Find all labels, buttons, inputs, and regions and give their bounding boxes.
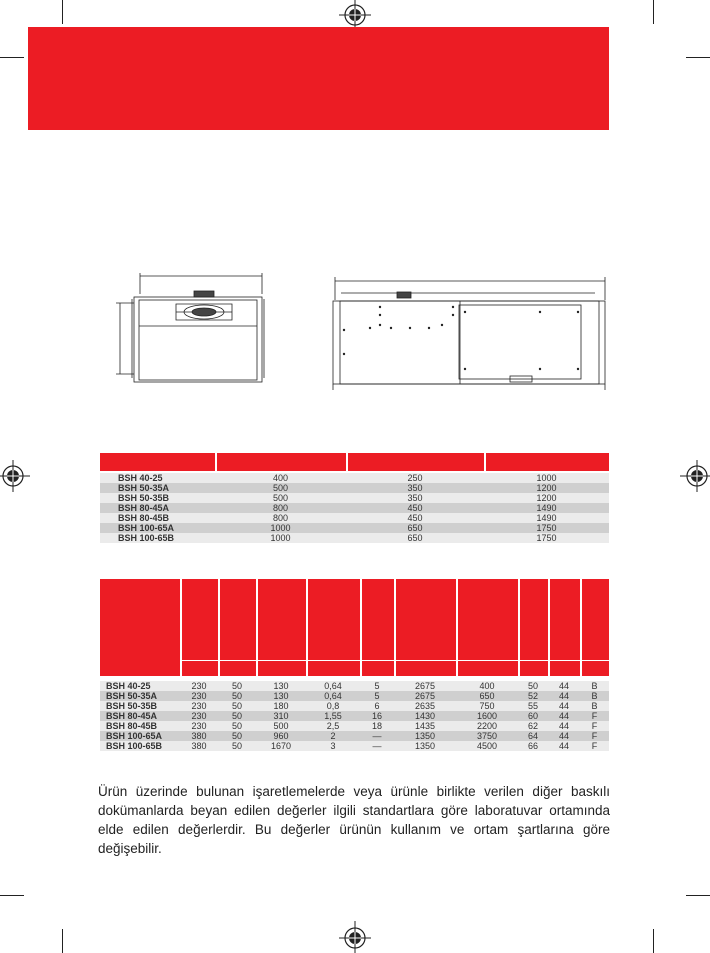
- header-divider: [218, 579, 220, 676]
- table-cell: 230: [191, 721, 207, 731]
- header-divider: [256, 579, 258, 676]
- table-cell: F: [591, 711, 598, 721]
- table-row: [100, 691, 609, 701]
- table-cell: 2,5: [326, 721, 340, 731]
- table-cell: 1000: [270, 533, 291, 543]
- table-cell: 1200: [536, 483, 557, 493]
- table-cell: 380: [191, 741, 207, 751]
- header-divider: [360, 579, 362, 676]
- model-cell: BSH 50-35A: [118, 483, 170, 493]
- model-cell: BSH 50-35B: [106, 701, 158, 711]
- header-divider: [346, 453, 348, 471]
- model-cell: BSH 80-45A: [106, 711, 158, 721]
- table-row: [100, 483, 609, 493]
- table-cell: 380: [191, 731, 207, 741]
- performance-table-header: [100, 579, 609, 676]
- crop-mark: [686, 895, 710, 896]
- table-cell: 310: [273, 711, 289, 721]
- table-cell: 450: [407, 503, 423, 513]
- disclaimer-note: Ürün üzerinde bulunan işaretlemelerde veya ürünle birlikte verilen diğer baskılı dokümanlarda beyan edilen değerler ilgili standartlara göre laboratuvar ortamında elde edilen değerlerdir. Bu değerler ürünün kullanım ve ortam şartlarına göre değişebilir.: [98, 784, 610, 856]
- table-cell: 44: [558, 741, 569, 751]
- table-row: [100, 473, 609, 483]
- crop-mark: [62, 929, 63, 953]
- table-cell: 0,64: [324, 681, 342, 691]
- header-divider: [306, 579, 308, 676]
- table-row: [100, 721, 609, 731]
- table-cell: 250: [407, 473, 423, 483]
- table-cell: 18: [371, 721, 382, 731]
- table-cell: 50: [231, 701, 242, 711]
- table-row: [100, 523, 609, 533]
- table-cell: 66: [527, 741, 538, 751]
- table-row: [100, 533, 609, 543]
- table-cell: —: [372, 741, 382, 751]
- model-cell: BSH 100-65B: [106, 741, 163, 751]
- table-cell: 1000: [270, 523, 291, 533]
- header-divider: [484, 453, 486, 471]
- table-cell: 6: [374, 701, 380, 711]
- crop-mark: [0, 895, 24, 896]
- table-cell: 44: [558, 731, 569, 741]
- header-banner: [28, 27, 609, 130]
- table-cell: 50: [231, 681, 242, 691]
- table-cell: 44: [558, 701, 569, 711]
- table-cell: 1430: [414, 711, 436, 721]
- table-cell: 1490: [536, 503, 557, 513]
- table-cell: 130: [273, 681, 289, 691]
- performance-table: [100, 681, 609, 751]
- model-cell: BSH 50-35A: [106, 691, 158, 701]
- table-cell: 230: [191, 711, 207, 721]
- table-cell: 44: [558, 691, 569, 701]
- model-cell: BSH 40-25: [118, 473, 163, 483]
- table-cell: 2200: [476, 721, 498, 731]
- table-cell: 5: [374, 691, 380, 701]
- registration-mark-icon: [680, 456, 710, 496]
- model-cell: BSH 40-25: [106, 681, 151, 691]
- table-cell: 1670: [270, 741, 292, 751]
- table-cell: 55: [527, 701, 538, 711]
- table-cell: 50: [231, 711, 242, 721]
- table-cell: 5: [374, 681, 380, 691]
- table-cell: —: [372, 731, 382, 741]
- table-row: [100, 503, 609, 513]
- table-cell: 3750: [476, 731, 498, 741]
- header-divider: [215, 453, 217, 471]
- table-cell: 180: [273, 701, 289, 711]
- table-cell: 44: [558, 711, 569, 721]
- table-cell: 50: [231, 731, 242, 741]
- table-cell: 2635: [414, 701, 436, 711]
- header-divider: [518, 579, 520, 676]
- table-cell: 0,64: [324, 691, 342, 701]
- table-cell: 450: [407, 513, 423, 523]
- table-row: [100, 513, 609, 523]
- table-cell: 400: [479, 681, 495, 691]
- table-cell: 64: [527, 731, 538, 741]
- dimensions-table: [100, 473, 609, 543]
- table-cell: 500: [272, 483, 289, 493]
- table-cell: 750: [479, 701, 495, 711]
- table-cell: B: [591, 681, 598, 691]
- table-cell: 1200: [536, 493, 557, 503]
- table-cell: 500: [272, 493, 289, 503]
- table-cell: 800: [272, 503, 289, 513]
- crop-mark: [653, 929, 654, 953]
- table-cell: 500: [273, 721, 289, 731]
- table-cell: 2: [330, 731, 336, 741]
- table-cell: 3: [330, 741, 336, 751]
- table-cell: 2675: [414, 681, 436, 691]
- table-cell: 1435: [414, 721, 436, 731]
- table-cell: 50: [231, 741, 242, 751]
- crop-mark: [653, 0, 654, 24]
- table-cell: 1000: [536, 473, 557, 483]
- model-cell: BSH 100-65A: [118, 523, 175, 533]
- model-cell: BSH 80-45B: [118, 513, 170, 523]
- table-cell: 1490: [536, 513, 557, 523]
- table-cell: 650: [407, 533, 423, 543]
- header-divider: [180, 579, 182, 676]
- table-cell: 2675: [414, 691, 436, 701]
- table-cell: 650: [479, 691, 495, 701]
- registration-mark-icon: [0, 456, 30, 496]
- table-row: [100, 493, 609, 503]
- header-divider: [456, 579, 458, 676]
- model-cell: BSH 50-35B: [118, 493, 170, 503]
- crop-mark: [686, 57, 710, 58]
- table-cell: 350: [407, 483, 423, 493]
- table-cell: F: [591, 731, 598, 741]
- table-cell: 16: [371, 711, 382, 721]
- table-cell: 1,55: [324, 711, 342, 721]
- table-cell: B: [591, 691, 598, 701]
- table-cell: B: [591, 701, 598, 711]
- table-cell: 44: [558, 681, 569, 691]
- model-cell: BSH 100-65B: [118, 533, 175, 543]
- model-cell: BSH 100-65A: [106, 731, 163, 741]
- table-cell: 52: [527, 691, 538, 701]
- table-row: [100, 711, 609, 721]
- table-cell: 0,8: [326, 701, 340, 711]
- table-cell: 44: [558, 721, 569, 731]
- table-row: [100, 731, 609, 741]
- table-cell: 230: [191, 691, 207, 701]
- dimensions-table-header: [100, 453, 609, 471]
- front-view-drawing: [112, 270, 272, 395]
- model-cell: BSH 80-45A: [118, 503, 170, 513]
- table-cell: 230: [191, 701, 207, 711]
- side-view-drawing: [325, 270, 610, 395]
- table-row: [100, 701, 609, 711]
- table-cell: 1350: [414, 741, 436, 751]
- table-cell: 1750: [536, 523, 557, 533]
- table-cell: 800: [272, 513, 289, 523]
- table-cell: 1750: [536, 533, 557, 543]
- crop-mark: [62, 0, 63, 24]
- header-divider: [548, 579, 550, 676]
- table-cell: 130: [273, 691, 289, 701]
- table-row: [100, 681, 609, 691]
- table-cell: 62: [527, 721, 538, 731]
- table-cell: 350: [407, 493, 423, 503]
- table-cell: 230: [191, 681, 207, 691]
- header-divider: [394, 579, 396, 676]
- table-cell: 50: [231, 691, 242, 701]
- table-cell: 50: [527, 681, 538, 691]
- table-cell: F: [591, 721, 598, 731]
- registration-mark-icon: [335, 921, 375, 953]
- table-cell: 1350: [414, 731, 436, 741]
- crop-mark: [0, 57, 24, 58]
- table-cell: 960: [273, 731, 289, 741]
- header-divider: [580, 579, 582, 676]
- table-cell: 1600: [476, 711, 498, 721]
- model-cell: BSH 80-45B: [106, 721, 158, 731]
- table-cell: 60: [527, 711, 538, 721]
- table-cell: 4500: [476, 741, 498, 751]
- table-cell: 400: [272, 473, 289, 483]
- table-cell: 650: [407, 523, 423, 533]
- table-cell: F: [591, 741, 598, 751]
- table-row: [100, 741, 609, 751]
- table-cell: 50: [231, 721, 242, 731]
